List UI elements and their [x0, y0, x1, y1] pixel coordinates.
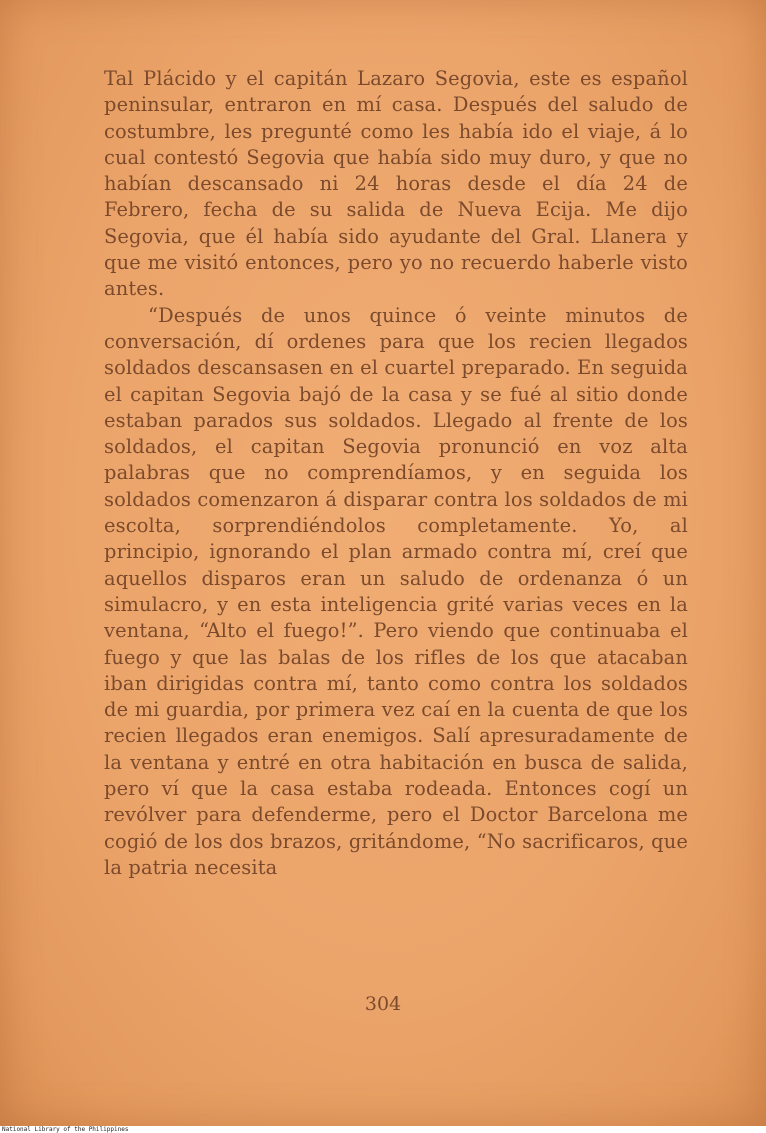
paragraph-1: Tal Plácido y el capitán Lazaro Segovia, este es español peninsular, entraron en mí casa. Después del saludo de costumbre, les pregunté como les había ido el viaje, á lo cual contestó Segovia que había sido muy duro, y que no habían descansado ni 24 horas desde el día 24 de Febrero, fecha de su salida de Nueva Ecija. Me dijo Segovia, que él había sido ayudante del Gral. Llanera y que me visitó entonces, pero yo no recuerdo haberle visto antes. — [104, 67, 688, 301]
body-text — [104, 66, 688, 881]
paragraph-2: “Después de unos quince ó veinte minutos de conversación, dí ordenes para que los recien llegados soldados descansasen en el cuartel preparado. En seguida el capitan Segovia bajó de la casa y se fué al sitio donde estaban parados sus soldados. Llegado al frente de los soldados, el capitan Segovia pronunció en voz alta palabras que no comprendíamos, y en seguida los soldados comenzaron á disparar contra los soldados de mi escolta, sorprendiéndolos completamente. Yo, al principio, ignorando el plan armado contra mí, creí que aquellos disparos eran un saludo de ordenanza ó un simulacro, y en esta inteligencia grité varias veces en la ventana, “Alto el fuego!”. Pero viendo que continuaba el fuego y que las balas de los rifles de los que atacaban iban dirigidas contra mí, tanto como contra los soldados de mi guardia, por primera vez caí en la cuenta de que los recien llegados eran enemigos. Salí apresuradamente de la ventana y entré en otra habitación en busca de salida, pero ví que la casa estaba rodeada. Entonces cogí un revólver para defenderme, pero el Doctor Barcelona me cogió de los dos brazos, gritándome, “No sacrificaros, que la patria necesita — [104, 303, 688, 879]
page-number: 304 — [364, 993, 402, 1015]
library-attribution: National Library of the Philippines — [2, 1126, 129, 1133]
